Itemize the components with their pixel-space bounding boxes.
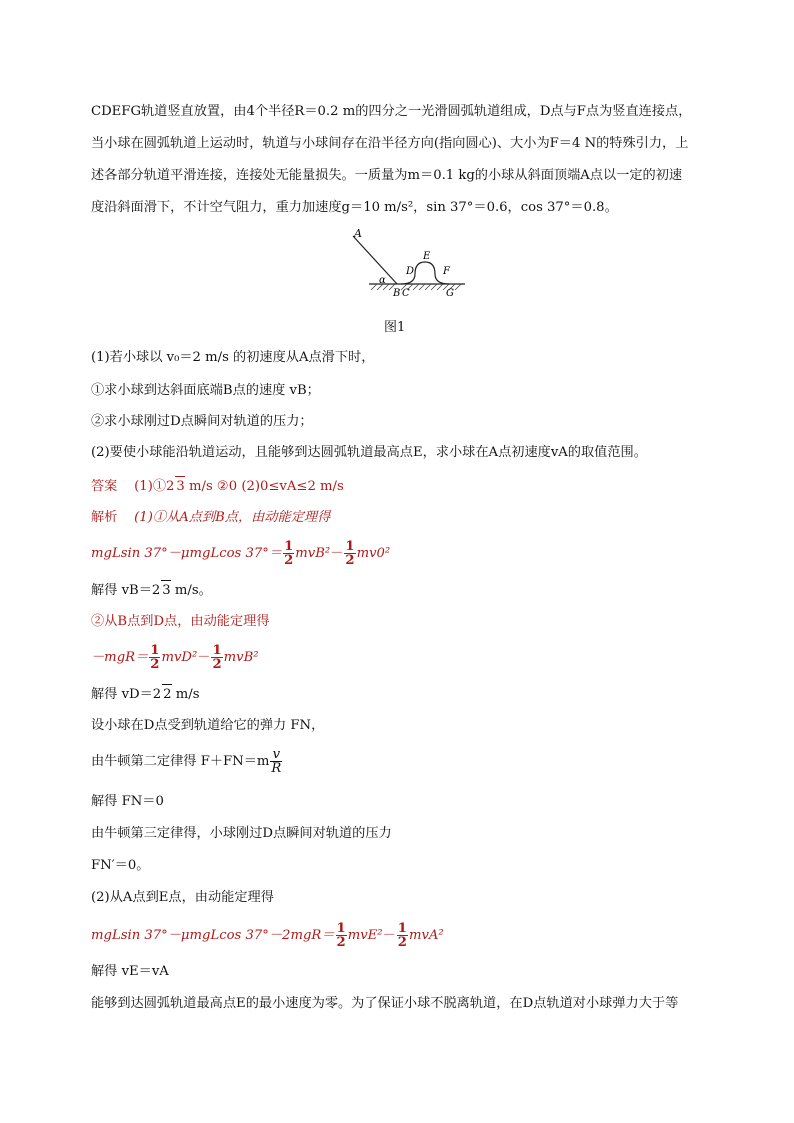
question-2: (2)要使小球能沿轨道运动，且能够到达圆弧轨道最高点E，求小球在A点初速度vA的取值范围。 <box>91 445 647 460</box>
analysis-step-2: ②从B点到D点，由动能定理得 <box>91 614 270 629</box>
analysis-step-9: 能够到达圆弧轨道最高点E的最小速度为零。为了保证小球不脱离轨道，在D点轨道对小球弹力大于等 <box>91 996 679 1011</box>
label-C: C <box>402 288 410 299</box>
question-1: (1)若小球以 v₀＝2 m/s 的初速度从A点滑下时， <box>91 350 375 365</box>
answer-line: 答案 (1)①2 3 m/s ②0 (2)0≤vA≤2 m/s <box>91 476 344 497</box>
equation-newton: 由牛顿第二定律得 F＋FN＝m $\frac{v}{R}$ <box>91 747 282 776</box>
label-alpha: α <box>379 275 386 286</box>
result-2: 解得 vD＝2 2 m/s <box>91 684 199 705</box>
label-G: G <box>446 288 454 299</box>
label-B: B <box>393 288 401 299</box>
intro-line-2: 当小球在圆弧轨道上运动时，轨道与小球间存在沿半径方向(指向圆心)、大小为F＝4 N的特殊引力，上 <box>91 136 689 151</box>
equation-1: mgLsin 37°－μmgLcos 37°＝ $\frac{1}{2}$ mvB²－ $\frac{1}{2}$ mv0² <box>91 539 391 568</box>
analysis-step-3: 设小球在D点受到轨道给它的弹力 FN， <box>91 718 325 733</box>
equation-2: －mgR＝ $\frac{1}{2}$ mvD²－ $\frac{1}{2}$ mvB² <box>91 643 259 672</box>
question-1b: ②求小球刚过D点瞬间对轨道的压力； <box>91 414 313 429</box>
label-F: F <box>443 266 450 277</box>
analysis-label: 解析 <box>91 510 118 525</box>
analysis-step-6: 由牛顿第三定律得，小球刚过D点瞬间对轨道的压力 <box>91 826 392 841</box>
figure-caption: 图1 <box>384 320 406 335</box>
sqrt: 3 <box>175 476 184 497</box>
analysis-step-8: (2)从A点到E点，由动能定理得 <box>91 890 274 905</box>
intro-line-4: 度沿斜面滑下，不计空气阻力，重力加速度g＝10 m/s²，sin 37°＝0.6，cos 37°＝0.8。 <box>91 200 618 215</box>
answer-label: 答案 <box>91 479 118 494</box>
result-5: 解得 vE＝vA <box>91 964 169 979</box>
label-D: D <box>406 266 415 277</box>
intro-line-3: 述各部分轨道平滑连接，连接处无能量损失。一质量为m＝0.1 kg的小球从斜面顶端A点以一定的初速 <box>91 168 683 183</box>
label-A: A <box>354 228 362 240</box>
intro-line-1: CDEFG轨道竖直放置，由4个半径R＝0.2 m的四分之一光滑圆弧轨道组成，D点与F点为竖直连接点， <box>91 104 692 119</box>
result-1: 解得 vB＝2 3 m/s。 <box>91 580 212 601</box>
analysis-line-1: 解析 (1)①从A点到B点，由动能定理得 <box>91 510 331 525</box>
label-E: E <box>423 251 431 262</box>
question-1a: ①求小球到达斜面底端B点的速度 vB； <box>91 383 320 398</box>
equation-3: mgLsin 37°－μmgLcos 37°－2mgR＝ $\frac{1}{2}$ mvE²－ $\frac{1}{2}$ mvA² <box>91 921 444 950</box>
track-diagram <box>345 228 470 300</box>
result-3: 解得 FN＝0 <box>91 794 164 809</box>
result-4: FN′＝0。 <box>91 858 150 873</box>
